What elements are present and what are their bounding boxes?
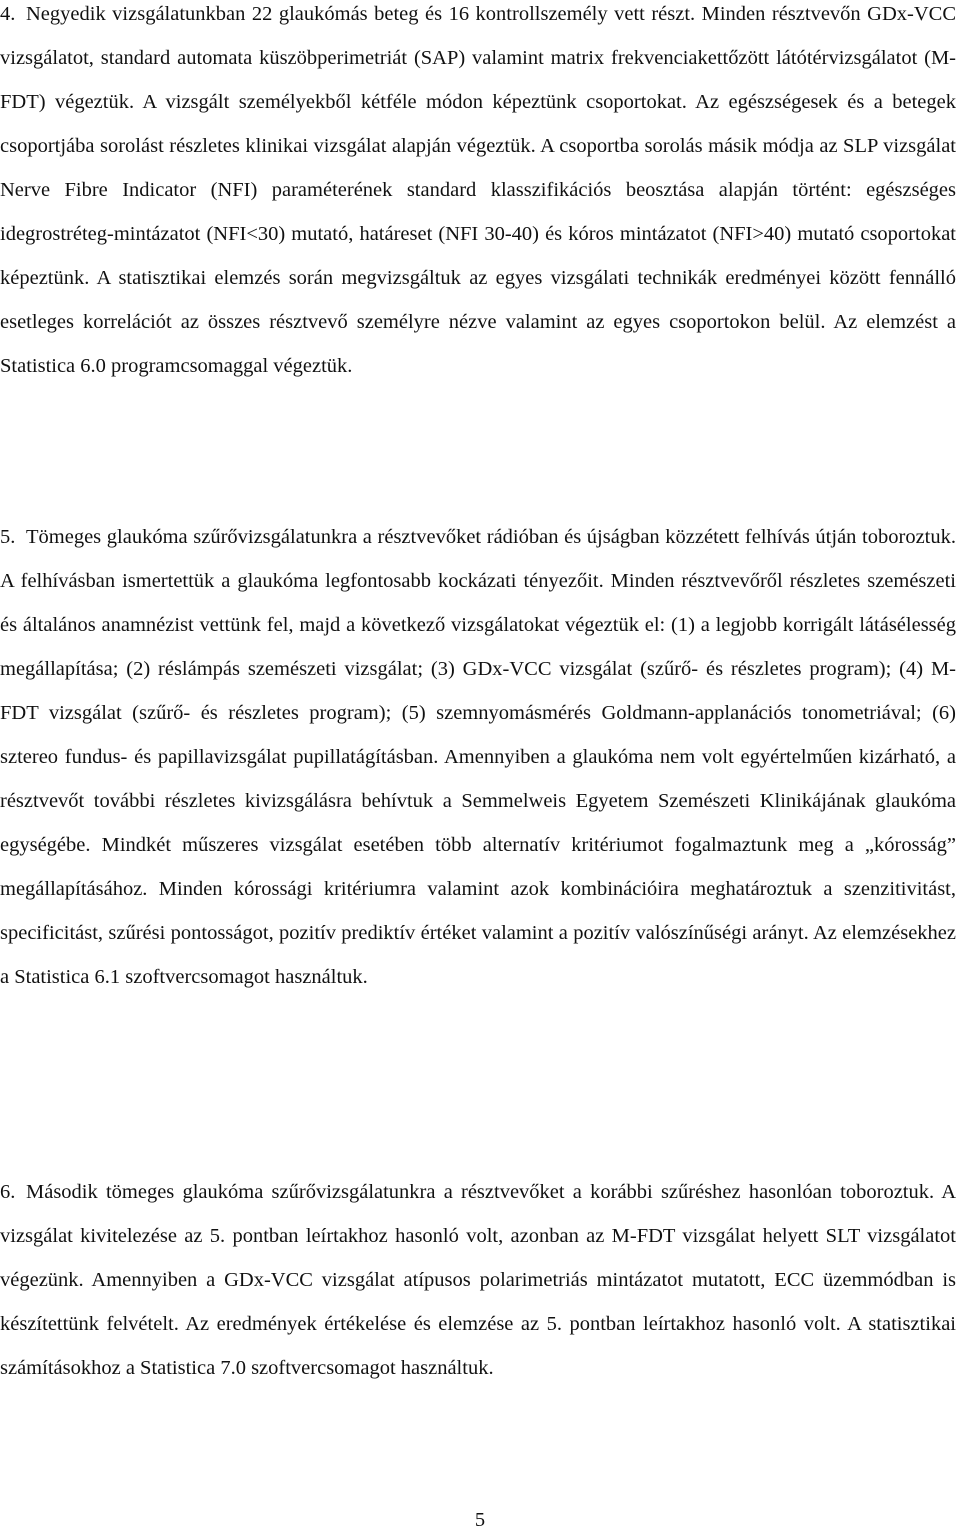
item-number: 5. <box>0 526 16 548</box>
list-item-4 <box>0 0 956 388</box>
item-number: 6. <box>0 1181 16 1203</box>
item-text: Negyedik vizsgálatunkban 22 glaukómás beteg és 16 kontrollszemély vett részt. Minden résztvevőn GDx-VCC vizsgálatot, standard automata küszöbperimetriát (SAP) valamint matrix frekvenciakettőzött látótérvizsgálatot (M-FDT) végeztük. A vizsgált személyekből kétféle módon képeztünk csoportokat. Az egészségesek és a betegek csoportjába sorolást részletes klinikai vizsgálat alapján végeztük. A csoportba sorolás másik módja az SLP vizsgálat Nerve Fibre Indicator (NFI) paraméterének standard klasszifikációs beosztása alapján történt: egészséges idegrostréteg-mintázatot (NFI<30) mutató, határeset (NFI 30-40) és kóros mintázatot (NFI>40) mutató csoportokat képeztünk. A statisztikai elemzés során megvizsgáltuk az egyes vizsgálati technikák eredményei között fennálló esetleges korrelációt az összes résztvevő személyre nézve valamint az egyes csoportokon belül. Az elemzést a Statistica 6.0 programcsomaggal végeztük. <box>0 3 956 377</box>
list-item-6 <box>0 1170 956 1390</box>
page-number: 5 <box>474 1509 486 1531</box>
item-text: Második tömeges glaukóma szűrővizsgálatunkra a résztvevőket a korábbi szűréshez hasonlóan toboroztuk. A vizsgálat kivitelezése az 5. pontban leírtakhoz hasonló volt, azonban az M-FDT vizsgálat helyett SLT vizsgálatot végezünk. Amennyiben a GDx-VCC vizsgálat atípusos polarimetriás mintázatot mutatott, ECC üzemmódban is készítettünk felvételt. Az eredmények értékelése és elemzése az 5. pontban leírtakhoz hasonló volt. A statisztikai számításokhoz a Statistica 7.0 szoftvercsomagot használtuk. <box>0 1181 956 1379</box>
item-text: Tömeges glaukóma szűrővizsgálatunkra a résztvevőket rádióban és újságban közzétett felhívás útján toboroztuk. A felhívásban ismertettük a glaukóma legfontosabb kockázati tényezőit. Minden résztvevőről részletes szemészeti és általános anamnézist vettünk fel, majd a következő vizsgálatokat végeztük el: (1) a legjobb korrigált látásélesség megállapítása; (2) réslámpás szemészeti vizsgálat; (3) GDx-VCC vizsgálat (szűrő- és részletes program); (4) M-FDT vizsgálat (szűrő- és részletes program); (5) szemnyomásmérés Goldmann-applanációs tonometriával; (6) sztereo fundus- és papillavizsgálat pupillatágításban. Amennyiben a glaukóma nem volt egyértelműen kizárható, a résztvevőt további részletes kivizsgálásra behívtuk a Semmelweis Egyetem Szemészeti Klinikájának glaukóma egységébe. Mindkét műszeres vizsgálat esetében több alternatív kritériumot fogalmaztunk meg a „kórosság” megállapításához. Minden kórossági kritériumra valamint azok kombinációira meghatároztuk a szenzitivitást, specificitást, szűrési pontosságot, pozitív prediktív értéket valamint a pozitív valószínűségi arányt. Az elemzésekhez a Statistica 6.1 szoftvercsomagot használtuk. <box>0 526 956 988</box>
list-item-5 <box>0 515 956 999</box>
item-number: 4. <box>0 3 16 25</box>
